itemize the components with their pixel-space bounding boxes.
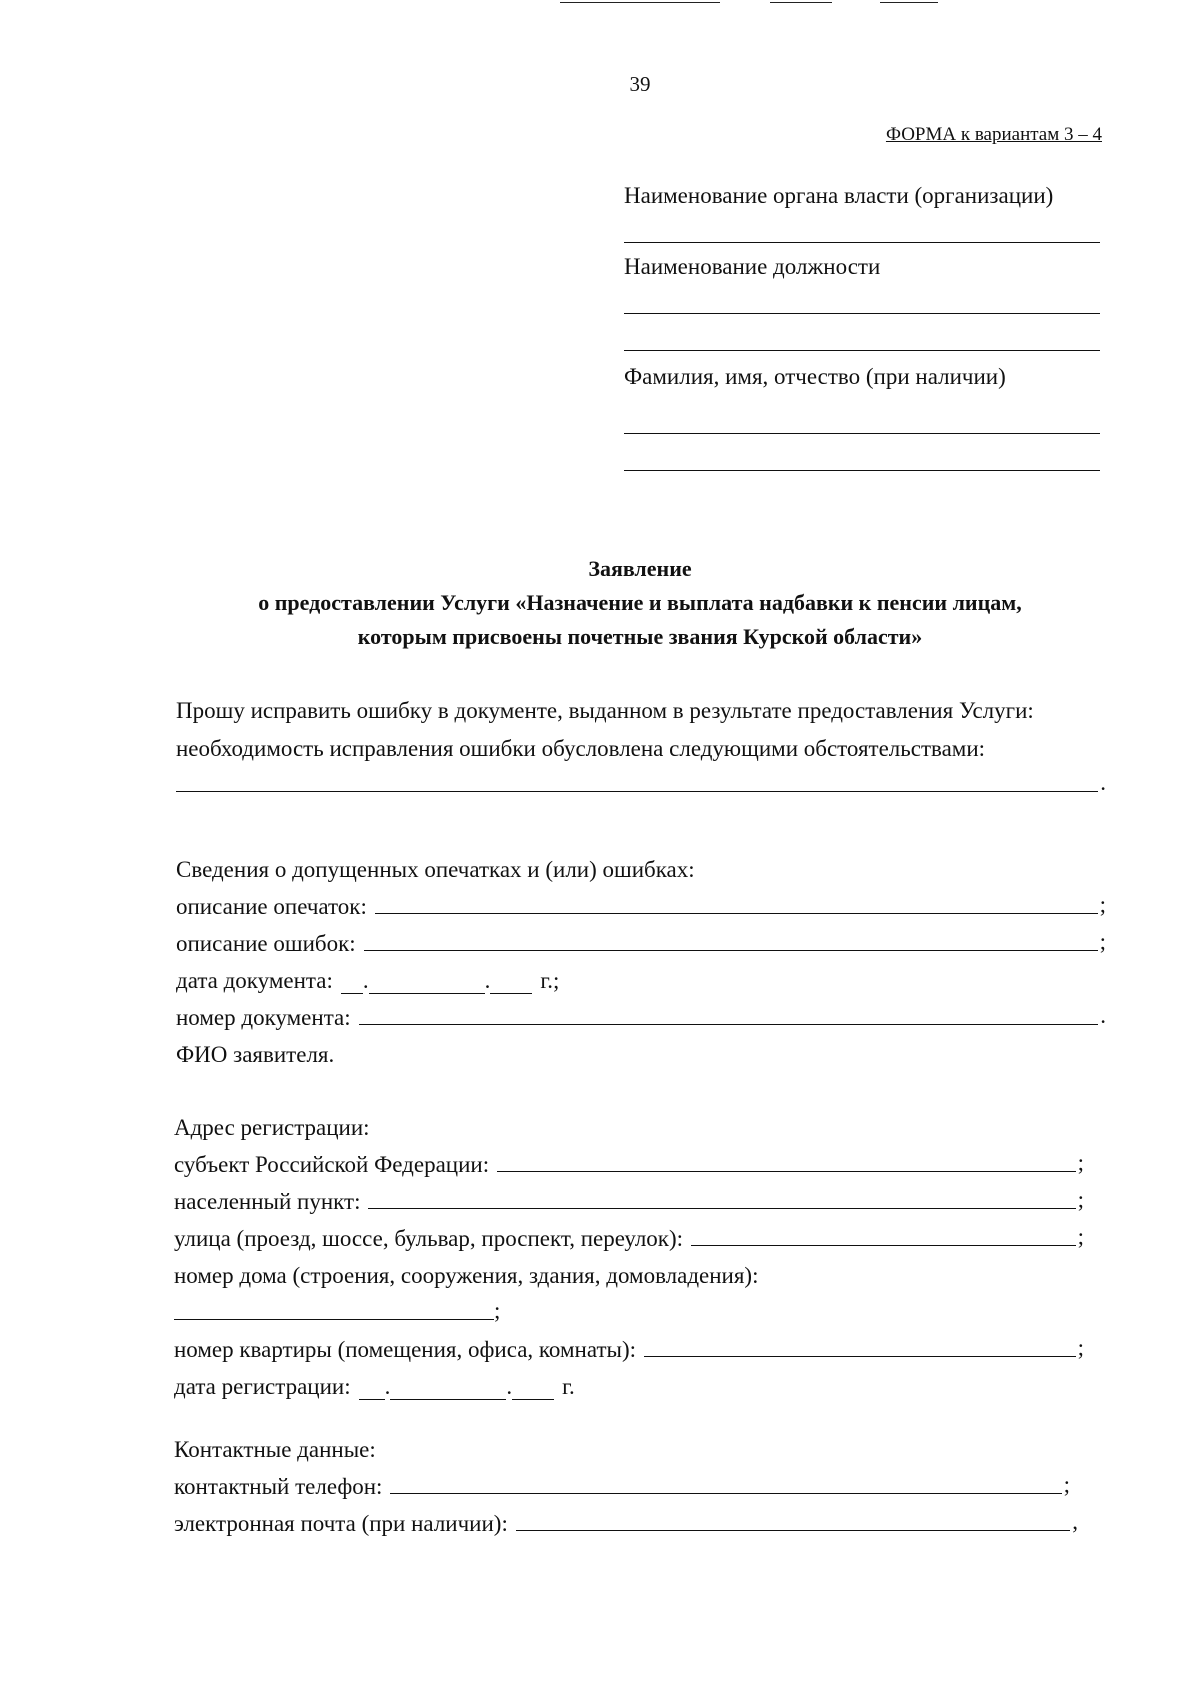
doc-number-label: номер документа: [176, 1005, 351, 1030]
doc-date-year: г.; [540, 968, 560, 993]
doc-date-year-field[interactable] [490, 971, 532, 994]
error-label: описание ошибок: [176, 931, 356, 956]
region-end: ; [1077, 1150, 1084, 1175]
house-label-row [174, 1252, 1084, 1289]
title-line-2: о предоставлении Услуги «Назначение и выплата надбавки к пенсии лицам, [258, 590, 1022, 615]
locality-field[interactable] [368, 1186, 1075, 1209]
fullname-field-2[interactable] [624, 470, 1100, 471]
house-label: номер дома (строения, сооружения, здания, домовладения): [174, 1263, 759, 1288]
title-line-3: которым присвоены почетные звания Курской области» [357, 624, 923, 649]
error-field[interactable] [364, 928, 1098, 951]
reg-date-row [174, 1363, 1084, 1400]
contact-heading: Контактные данные: [174, 1437, 376, 1462]
street-label: улица (проезд, шоссе, бульвар, проспект, переулок): [174, 1226, 684, 1251]
doc-date-month-field[interactable] [369, 971, 485, 994]
form-body [176, 692, 1106, 1068]
reg-date-sep: . [384, 1374, 391, 1399]
reg-date-sep: . [506, 1374, 513, 1399]
house-field-row [174, 1289, 1084, 1326]
application-title [0, 552, 1200, 654]
circumstances-end: . [1100, 770, 1106, 795]
house-end: ; [494, 1298, 501, 1323]
applicant-label: ФИО заявителя. [176, 1042, 335, 1067]
circumstances-row [176, 768, 1106, 798]
locality-row [174, 1178, 1084, 1215]
doc-date-sep: . [484, 968, 491, 993]
address-heading-row [174, 1104, 1084, 1141]
doc-date-label: дата документа: [176, 968, 333, 993]
typo-end: ; [1099, 892, 1106, 917]
circumstances-field[interactable] [176, 769, 1098, 792]
position-label: Наименование должности [624, 254, 881, 279]
phone-row [174, 1463, 1070, 1500]
email-field[interactable] [516, 1508, 1070, 1531]
address-heading: Адрес регистрации: [174, 1115, 370, 1140]
locality-end: ; [1077, 1187, 1084, 1212]
doc-number-field[interactable] [359, 1002, 1099, 1025]
typo-row [176, 883, 1106, 920]
errors-heading: Сведения о допущенных опечатках и (или) ошибках: [176, 857, 695, 882]
recipient-block [624, 180, 1100, 471]
street-end: ; [1077, 1224, 1084, 1249]
phone-label: контактный телефон: [174, 1474, 383, 1499]
doc-date-row [176, 957, 1106, 994]
reg-date-day-field[interactable] [359, 1377, 385, 1400]
region-field[interactable] [497, 1149, 1075, 1172]
page-number: 39 [629, 72, 651, 96]
apartment-field[interactable] [644, 1334, 1076, 1357]
doc-date-sep: . [362, 968, 369, 993]
doc-date-day-field[interactable] [341, 971, 363, 994]
form-reference: ФОРМА к вариантам 3 – 4 [885, 124, 1102, 145]
fullname-label: Фамилия, имя, отчество (при наличии) [624, 364, 1006, 389]
region-row [174, 1141, 1084, 1178]
error-row [176, 920, 1106, 957]
apartment-label: номер квартиры (помещения, офиса, комнаты): [174, 1337, 636, 1362]
typo-field[interactable] [375, 891, 1098, 914]
email-label: электронная почта (при наличии): [174, 1511, 508, 1536]
typo-label: описание опечаток: [176, 894, 367, 919]
error-end: ; [1099, 929, 1106, 954]
reg-date-year-field[interactable] [512, 1377, 554, 1400]
apartment-end: ; [1077, 1335, 1084, 1360]
applicant-row [176, 1031, 1106, 1068]
address-block [174, 1104, 1084, 1400]
contact-heading-row [174, 1426, 1070, 1463]
email-row [174, 1500, 1078, 1537]
doc-number-row [176, 994, 1106, 1031]
title-line-1: Заявление [588, 556, 692, 581]
request-line-1: Прошу исправить ошибку в документе, выданном в результате предоставления Услуги: [176, 698, 1034, 723]
top-edge-mark [880, 2, 938, 3]
top-edge-mark [560, 2, 720, 3]
apartment-row [174, 1326, 1084, 1363]
street-row [174, 1215, 1084, 1252]
region-label: субъект Российской Федерации: [174, 1152, 490, 1177]
reg-date-month-field[interactable] [390, 1377, 506, 1400]
house-field[interactable] [174, 1297, 494, 1320]
phone-field[interactable] [390, 1471, 1061, 1494]
errors-heading-row [176, 846, 1106, 883]
contact-block [174, 1426, 1078, 1537]
organization-label: Наименование органа власти (организации) [624, 183, 1054, 208]
email-end: , [1072, 1509, 1078, 1534]
locality-label: населенный пункт: [174, 1189, 361, 1214]
doc-number-end: . [1100, 1003, 1106, 1028]
street-field[interactable] [691, 1223, 1076, 1246]
reg-date-year: г. [562, 1374, 575, 1399]
reg-date-label: дата регистрации: [174, 1374, 351, 1399]
top-edge-mark [770, 2, 832, 3]
phone-end: ; [1063, 1472, 1070, 1497]
request-line-2: необходимость исправления ошибки обусловлена следующими обстоятельствами: [176, 736, 986, 761]
